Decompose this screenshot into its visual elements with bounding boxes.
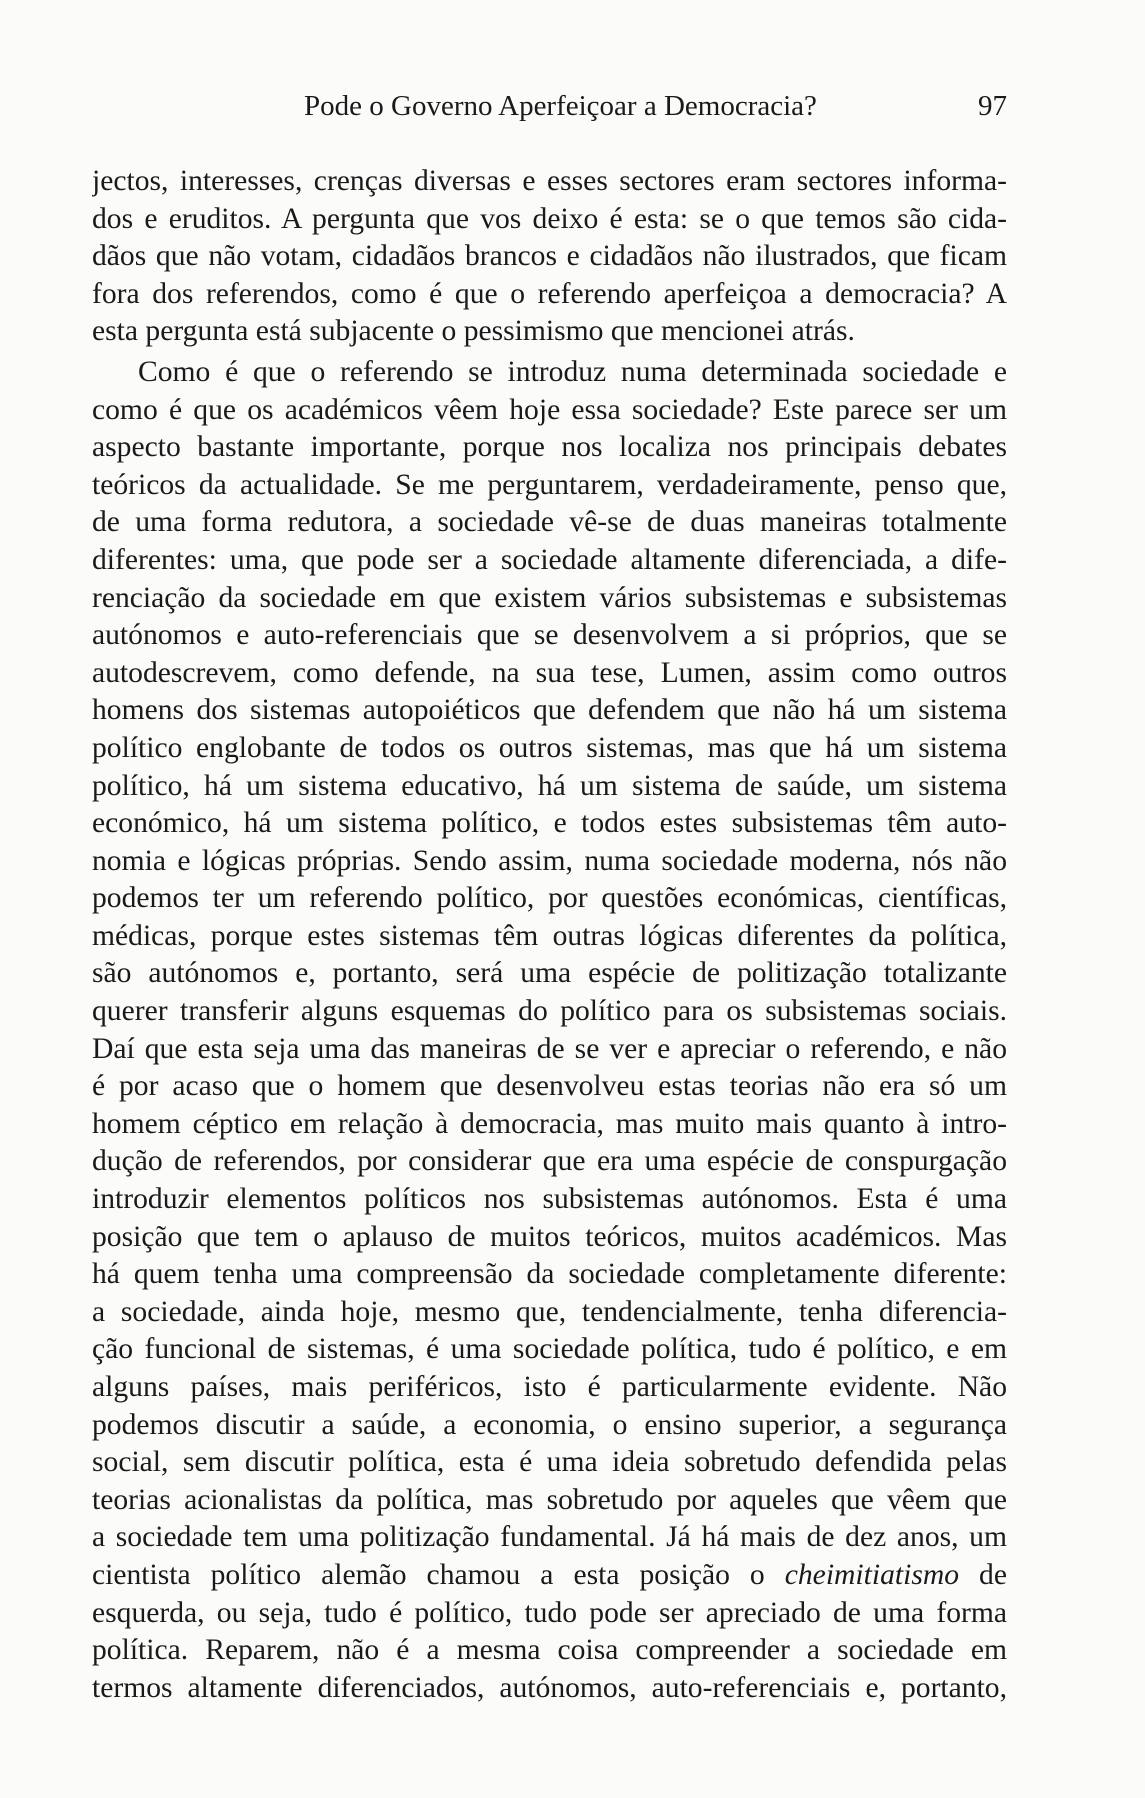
page-number: 97 xyxy=(978,90,1007,122)
text-line: podemos ter um referendo político, por questões económicas, científicas, xyxy=(92,882,1007,915)
text-line: política. Reparem, não é a mesma coisa compreender a sociedade em xyxy=(92,1634,1007,1667)
text-line: diferentes: uma, que pode ser a sociedade altamente diferenciada, a dife- xyxy=(92,543,1007,576)
text-line: ção funcional de sistemas, é uma sociedade política, tudo é político, e em xyxy=(92,1333,1007,1366)
running-title: Pode o Governo Aperfeiçoar a Democracia? xyxy=(304,90,817,122)
text-line: aspecto bastante importante, porque nos localiza nos principais debates xyxy=(92,431,1007,464)
text-line: autónomos e auto-referenciais que se desenvolvem a si próprios, que se xyxy=(92,619,1007,652)
text-line: introduzir elementos políticos nos subsistemas autónomos. Esta é uma xyxy=(92,1183,1007,1216)
text-line: a sociedade, ainda hoje, mesmo que, tendencialmente, tenha diferencia- xyxy=(92,1295,1007,1328)
text-fragment: cientista político alemão chamou a esta posição o xyxy=(92,1558,785,1591)
text-line: a sociedade tem uma politização fundamental. Já há mais de dez anos, um xyxy=(92,1521,1007,1554)
text-line: como é que os académicos vêem hoje essa sociedade? Este parece ser um xyxy=(92,393,1007,426)
text-line: político englobante de todos os outros sistemas, mas que há um sistema xyxy=(92,731,1007,764)
text-line: homem céptico em relação à democracia, mas muito mais quanto à intro- xyxy=(92,1107,1007,1140)
text-line: esta pergunta está subjacente o pessimismo que mencionei atrás. xyxy=(92,315,855,348)
text-line-with-emphasis xyxy=(92,1557,1007,1595)
text-line: há quem tenha uma compreensão da sociedade completamente diferente: xyxy=(92,1258,1007,1291)
text-line: teóricos da actualidade. Se me perguntarem, verdadeiramente, penso que, xyxy=(92,468,1007,501)
text-line: dução de referendos, por considerar que era uma espécie de conspurgação xyxy=(92,1145,1007,1178)
text-line: Como é que o referendo se introduz numa determinada sociedade e xyxy=(138,355,1007,388)
text-line: posição que tem o aplauso de muitos teóricos, muitos académicos. Mas xyxy=(92,1220,1007,1253)
text-line: médicas, porque estes sistemas têm outras lógicas diferentes da política, xyxy=(92,919,1007,952)
paragraph-2 xyxy=(92,354,1007,1707)
text-line: alguns países, mais periféricos, isto é particularmente evidente. Não xyxy=(92,1371,1007,1403)
text-line: teorias acionalistas da política, mas sobretudo por aqueles que vêem que xyxy=(92,1483,1007,1516)
body-text xyxy=(92,163,1007,1710)
running-header xyxy=(92,86,1007,126)
text-line: nomia e lógicas próprias. Sendo assim, numa sociedade moderna, nós não xyxy=(92,844,1007,877)
text-fragment: de xyxy=(959,1558,1007,1591)
text-line: esquerda, ou seja, tudo é político, tudo pode ser apreciado de uma forma xyxy=(92,1596,1007,1629)
text-line: fora dos referendos, como é que o referendo aperfeiçoa a democracia? A xyxy=(92,277,1007,310)
text-line: homens dos sistemas autopoiéticos que defendem que não há um sistema xyxy=(92,694,1007,727)
text-line: renciação da sociedade em que existem vários subsistemas e subsistemas xyxy=(92,581,1007,614)
text-line: é por acaso que o homem que desenvolveu estas teorias não era só um xyxy=(92,1070,1007,1103)
text-line: jectos, interesses, crenças diversas e esses sectores eram sectores informa- xyxy=(92,165,1007,197)
text-line: podemos discutir a saúde, a economia, o ensino superior, a segurança xyxy=(92,1408,1007,1441)
text-line: Daí que esta seja uma das maneiras de se ver e apreciar o referendo, e não xyxy=(92,1032,1007,1065)
text-line: político, há um sistema educativo, há um sistema de saúde, um sistema xyxy=(92,769,1007,802)
text-line: dãos que não votam, cidadãos brancos e cidadãos não ilustrados, que ficam xyxy=(92,240,1007,273)
text-line: termos altamente diferenciados, autónomos, auto-referenciais e, portanto, xyxy=(92,1671,1007,1704)
text-line: querer transferir alguns esquemas do político para os subsistemas sociais. xyxy=(92,995,1007,1028)
text-line: económico, há um sistema político, e todos estes subsistemas têm auto- xyxy=(92,807,1007,840)
text-line: autodescrevem, como defende, na sua tese, Lumen, assim como outros xyxy=(92,656,1007,689)
text-line: dos e eruditos. A pergunta que vos deixo é esta: se o que temos são cida- xyxy=(92,202,1007,235)
text-line: são autónomos e, portanto, será uma espécie de politização totalizante xyxy=(92,957,1007,990)
text-line: social, sem discutir política, esta é uma ideia sobretudo defendida pelas xyxy=(92,1446,1007,1479)
italic-term: cheimitiatismo xyxy=(784,1558,960,1591)
text-line: de uma forma redutora, a sociedade vê-se de duas maneiras totalmente xyxy=(92,506,1007,539)
paragraph-1 xyxy=(92,163,1007,351)
